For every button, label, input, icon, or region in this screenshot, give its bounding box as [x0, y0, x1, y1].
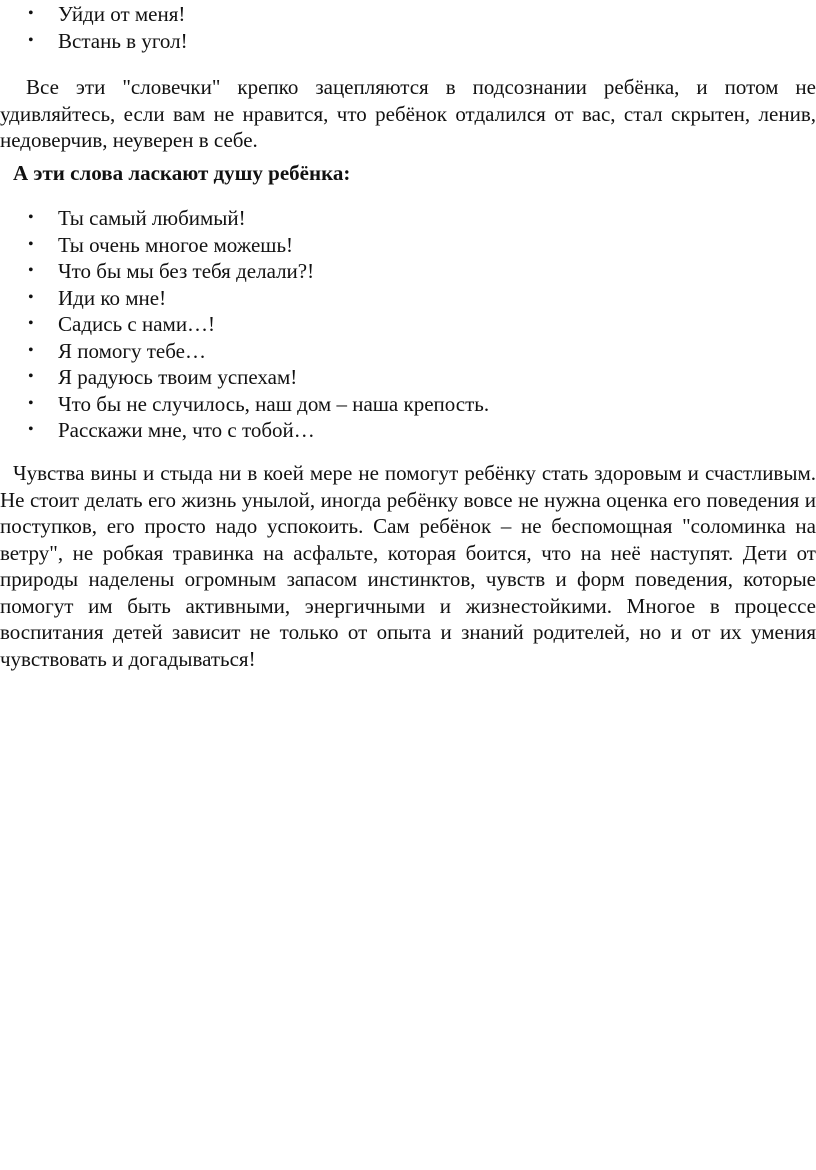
list-item-text: Ты очень многое можешь! [58, 232, 294, 257]
list-item-text: Я помогу тебе… [58, 338, 206, 363]
bullet-icon: • [28, 31, 34, 49]
list-item [0, 417, 489, 444]
list-item-text: Что бы не случилось, наш дом – наша крепость. [58, 391, 490, 416]
section-heading: А эти слова ласкают душу ребёнка: [13, 161, 351, 185]
bullet-icon: • [28, 394, 34, 412]
list-item [0, 311, 489, 338]
list-item-text: Я радуюсь твоим успехам! [58, 365, 298, 389]
bullet-list-positive [0, 205, 489, 444]
paragraph: Чувства вины и стыда ни в коей мере не помогут ребёнку стать здоровым и счастливым. Не стоит делать его жизнь унылой, иногда ребёнку вовсе не нужна оценка его поведения и поступков, его просто надо успокоить. Сам ребёнок – не беспомощная "соломинка на ветру", не робкая травинка на асфальте, которая боится, что на неё наступят. Дети от природы наделены огромным запасом инстинктов, чувств и форм поведения, которые помогут им быть активными, энергичными и жизнестойкими. Многое в процессе воспитания детей зависит не только от опыта и знаний родителей, но и от их умения чувствовать и догадываться! [0, 461, 816, 671]
list-item-text: Расскажи мне, что с тобой… [58, 418, 315, 442]
bullet-icon: • [28, 341, 34, 359]
bullet-icon: • [28, 262, 34, 279]
list-item [0, 338, 489, 365]
bullet-icon: • [28, 368, 34, 385]
bullet-icon: • [28, 288, 34, 306]
list-item [0, 391, 489, 418]
bullet-icon: • [28, 209, 34, 226]
list-item [0, 28, 188, 55]
list-item [0, 285, 489, 312]
bullet-icon: • [28, 421, 34, 438]
bullet-icon: • [28, 5, 34, 22]
list-item-text: Встань в угол! [58, 28, 188, 53]
list-item [0, 232, 489, 259]
paragraph: Все эти "словечки" крепко зацепляются в подсознании ребёнка, и потом не удивляйтесь, если вам не нравится, что ребёнок отдалился от вас, стал скрытен, ленив, недоверчив, неуверен в себе. [0, 75, 816, 152]
list-item [0, 1, 188, 28]
bullet-list-negative [0, 1, 188, 54]
list-item [0, 258, 489, 285]
list-item-text: Уйди от меня! [58, 2, 186, 26]
list-item-text: Что бы мы без тебя делали?! [58, 259, 315, 283]
bullet-icon: • [28, 315, 34, 332]
list-item-text: Иди ко мне! [58, 285, 167, 310]
list-item-text: Садись с нами…! [58, 312, 216, 336]
bullet-icon: • [28, 235, 34, 253]
list-item-text: Ты самый любимый! [58, 206, 246, 230]
list-item [0, 205, 489, 232]
list-item [0, 364, 489, 391]
